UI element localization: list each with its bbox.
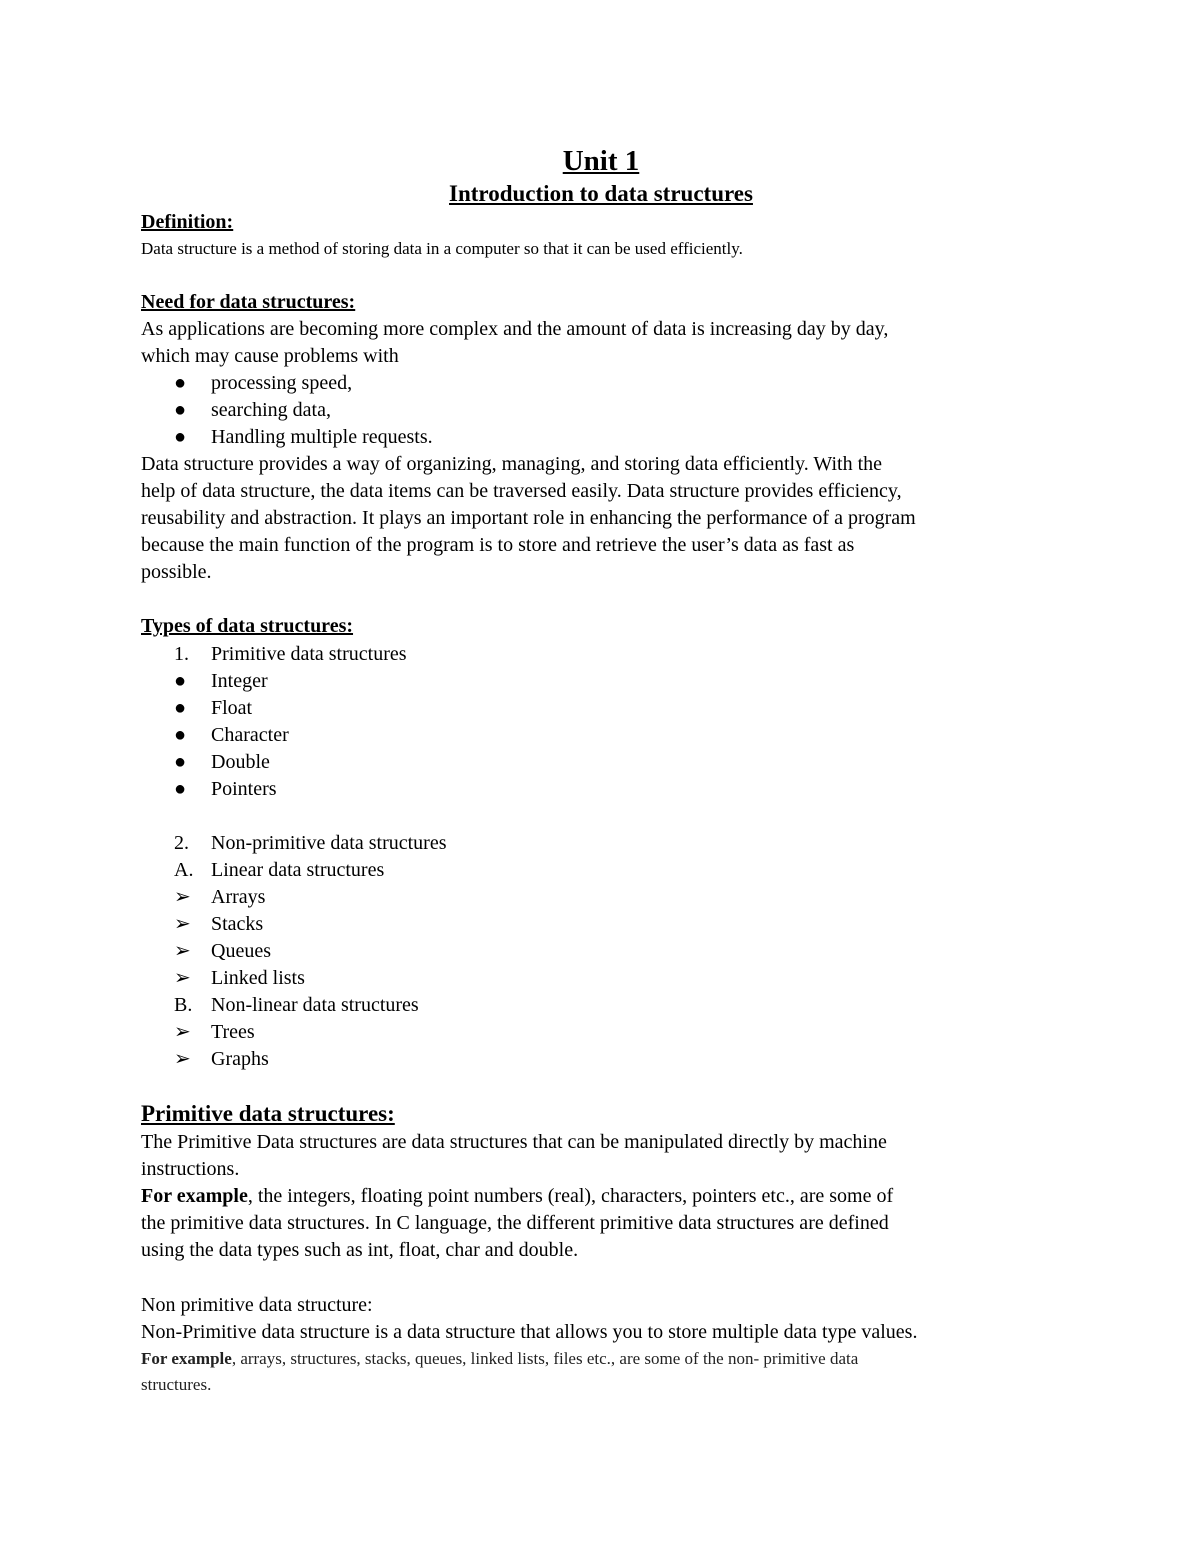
bullet-icon: ● [174, 724, 187, 746]
primitive-example-line-1: For example, the integers, floating point numbers (real), characters, pointers etc., are some of [141, 1185, 894, 1207]
list-item: A. Linear data structures [174, 859, 385, 881]
bullet-icon: ● [174, 778, 187, 800]
bullet-icon: ● [174, 372, 187, 394]
list-item: ● searching data, [141, 397, 433, 424]
bullet-icon: ● [174, 670, 187, 692]
need-intro-line-2: which may cause problems with [141, 345, 399, 367]
list-item: ● Float [141, 695, 407, 722]
bullet-icon: ● [174, 426, 187, 448]
bullet-icon: ● [174, 399, 187, 421]
list-item: 2. Non-primitive data structures [174, 832, 447, 854]
primitive-example-line-3: using the data types such as int, float, char and double. [141, 1239, 579, 1261]
need-heading: Need for data structures: [141, 291, 356, 313]
arrow-bullet-icon: ➢ [174, 967, 191, 989]
bullet-icon: ● [174, 697, 187, 719]
need-para-line-3: reusability and abstraction. It plays an important role in enhancing the performance of a program [141, 507, 916, 529]
list-item: B. Non-linear data structures [174, 994, 419, 1016]
list-item: ● processing speed, [141, 370, 433, 397]
need-para-line-4: because the main function of the program is to store and retrieve the user’s data as fast as [141, 534, 855, 556]
definition-heading: Definition: [141, 211, 234, 233]
nonprimitive-section-heading: Non primitive data structure: [141, 1294, 373, 1316]
need-para-line-2: help of data structure, the data items can be traversed easily. Data structure provides efficiency, [141, 480, 902, 502]
list-item: 1. Primitive data structures [174, 643, 407, 665]
nonprimitive-line-1: Non-Primitive data structure is a data structure that allows you to store multiple data type values. [141, 1321, 918, 1343]
arrow-bullet-icon: ➢ [174, 913, 191, 935]
bullet-icon: ● [174, 751, 187, 773]
list-item: ➢ Trees [141, 1019, 447, 1046]
list-item: ➢ Graphs [141, 1046, 447, 1073]
unit-title: Unit 1 [562, 145, 640, 177]
list-item: ● Double [141, 749, 407, 776]
list-item: ● Pointers [141, 776, 407, 803]
need-para-line-1: Data structure provides a way of organizing, managing, and storing data efficiently. With the [141, 453, 883, 475]
arrow-bullet-icon: ➢ [174, 1021, 191, 1043]
list-item: ➢ Arrays [141, 884, 447, 911]
definition-text: Data structure is a method of storing data in a computer so that it can be used efficiently. [141, 239, 743, 258]
primitive-example-line-2: the primitive data structures. In C language, the different primitive data structures are defined [141, 1212, 889, 1234]
list-item: ➢ Queues [141, 938, 447, 965]
arrow-bullet-icon: ➢ [174, 940, 191, 962]
arrow-bullet-icon: ➢ [174, 886, 191, 908]
list-item: ● Integer [141, 668, 407, 695]
example-label: For example [141, 1185, 248, 1207]
types-heading: Types of data structures: [141, 615, 354, 637]
need-para-line-5: possible. [141, 561, 212, 583]
need-bullet-list [141, 370, 433, 451]
list-item: ➢ Linked lists [141, 965, 447, 992]
nonprimitive-types-list [141, 830, 447, 1073]
primitive-line-1: The Primitive Data structures are data structures that can be manipulated directly by machine [141, 1131, 887, 1153]
primitive-types-list [141, 641, 407, 803]
list-item: ➢ Stacks [141, 911, 447, 938]
intro-title: Introduction to data structures [449, 181, 753, 206]
arrow-bullet-icon: ➢ [174, 1048, 191, 1070]
primitive-line-2: instructions. [141, 1158, 240, 1180]
list-item: ● Handling multiple requests. [141, 424, 433, 451]
nonprimitive-example-line-2: structures. [141, 1375, 212, 1394]
list-item: ● Character [141, 722, 407, 749]
need-intro-line-1: As applications are becoming more complex and the amount of data is increasing day by day, [141, 318, 889, 340]
example-label: For example [141, 1349, 232, 1368]
nonprimitive-example-line-1: For example, arrays, structures, stacks, queues, linked lists, files etc., are some of the non- primitive data [141, 1349, 859, 1368]
title-block [141, 143, 1061, 209]
primitive-section-heading: Primitive data structures: [141, 1101, 395, 1126]
